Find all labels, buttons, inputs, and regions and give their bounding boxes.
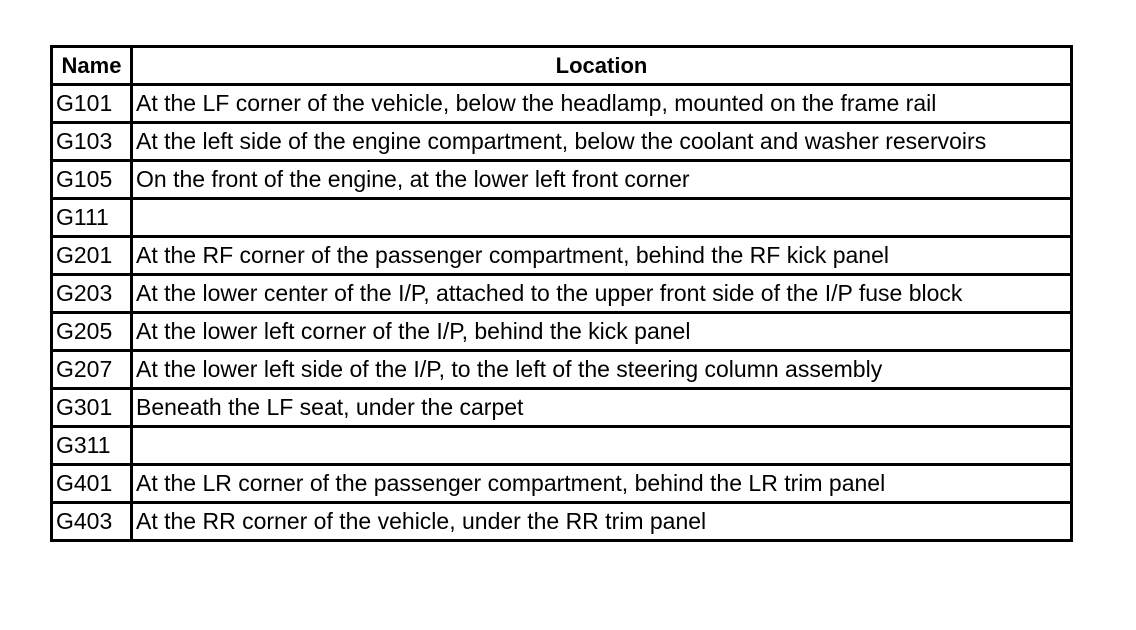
table-row xyxy=(52,237,1072,275)
location-column-header: Location xyxy=(132,47,1072,85)
table-header-row xyxy=(52,47,1072,85)
ground-location-cell: At the RF corner of the passenger compartment, behind the RF kick panel xyxy=(132,237,1072,275)
name-column-header: Name xyxy=(52,47,132,85)
table-row xyxy=(52,503,1072,541)
table-row xyxy=(52,351,1072,389)
ground-locations-table xyxy=(50,45,1073,542)
table-row xyxy=(52,161,1072,199)
ground-locations-sheet xyxy=(50,45,1073,542)
ground-name-cell: G311 xyxy=(52,427,132,465)
table-row xyxy=(52,313,1072,351)
ground-name-cell: G111 xyxy=(52,199,132,237)
ground-name-cell: G203 xyxy=(52,275,132,313)
ground-location-cell: At the lower left corner of the I/P, behind the kick panel xyxy=(132,313,1072,351)
ground-name-cell: G105 xyxy=(52,161,132,199)
table-row xyxy=(52,427,1072,465)
ground-name-cell: G301 xyxy=(52,389,132,427)
ground-name-cell: G205 xyxy=(52,313,132,351)
ground-name-cell: G403 xyxy=(52,503,132,541)
table-row xyxy=(52,275,1072,313)
ground-location-cell: At the LF corner of the vehicle, below the headlamp, mounted on the frame rail xyxy=(132,85,1072,123)
table-row xyxy=(52,389,1072,427)
ground-location-cell: At the lower center of the I/P, attached to the upper front side of the I/P fuse block xyxy=(132,275,1072,313)
table-row xyxy=(52,123,1072,161)
ground-location-cell xyxy=(132,199,1072,237)
ground-name-cell: G201 xyxy=(52,237,132,275)
ground-location-cell: At the LR corner of the passenger compartment, behind the LR trim panel xyxy=(132,465,1072,503)
table-body xyxy=(52,85,1072,541)
ground-location-cell: At the left side of the engine compartment, below the coolant and washer reservoirs xyxy=(132,123,1072,161)
table-row xyxy=(52,465,1072,503)
ground-location-cell: At the RR corner of the vehicle, under the RR trim panel xyxy=(132,503,1072,541)
table-row xyxy=(52,199,1072,237)
ground-name-cell: G207 xyxy=(52,351,132,389)
ground-location-cell: Beneath the LF seat, under the carpet xyxy=(132,389,1072,427)
ground-location-cell: On the front of the engine, at the lower left front corner xyxy=(132,161,1072,199)
ground-name-cell: G103 xyxy=(52,123,132,161)
ground-location-cell: At the lower left side of the I/P, to the left of the steering column assembly xyxy=(132,351,1072,389)
ground-location-cell xyxy=(132,427,1072,465)
table-row xyxy=(52,85,1072,123)
ground-name-cell: G401 xyxy=(52,465,132,503)
ground-name-cell: G101 xyxy=(52,85,132,123)
